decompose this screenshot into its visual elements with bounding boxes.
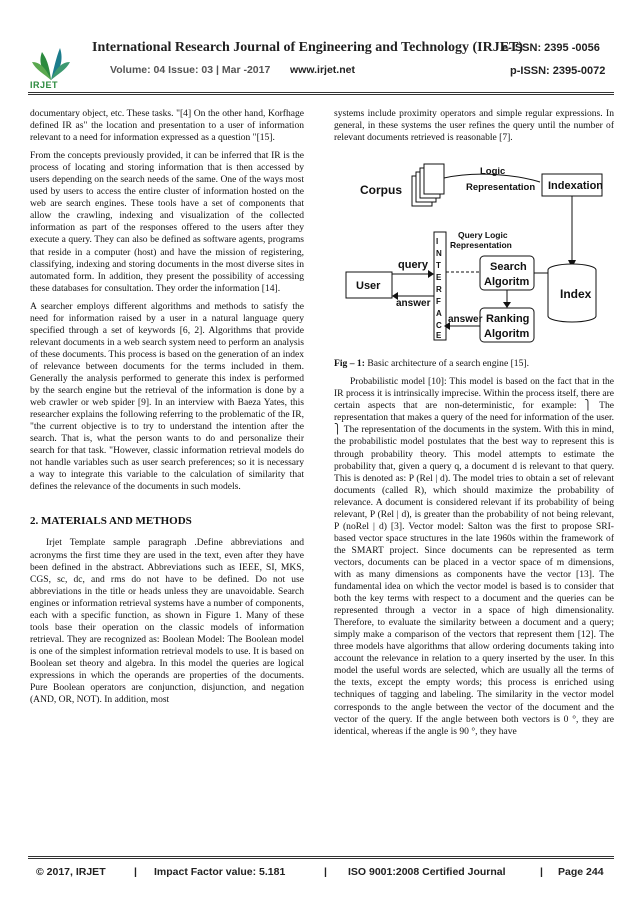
right-paragraph-2: Probabilistic model [10]: This model is based on the fact that in the IR process it is intrinsically imprecise. Within the process itself, there are certain aspects that are non-deterministic, for example: ⎫ The representation that makes a query of the need for information of the user. ⎫ The representation of the documents in the system. With this in mind, the probabilistic model postulates that the best way to represent this is through probability theory. This model attempts to estimate the probability that, given a query q, a document d is relevant to that query. This is denoted as: P (Rel | d). The model tries to obtain a set of relevant documents (called R), which should maximize the probability of relevance. A document is considered relevant if its probability of being relevant, P (Rel | d), is greater than the probability of not being relevant, P (noRel | d) [3]. Vector model: Salton was the first to propose SRI-based vector space structures in the late 1960s within the framework of the SMART project. Since documents can be represented as term vectors, documents can be placed in a vector space of m dimensions, with as many dimensions as components have the vector [13]. The fundamental idea on which the vector model is based is to consider that both the key terms with respect to a document and the queries can be represented through a vector in a space of high dimensionality. Therefore, to evaluate the similarity between a document and a query; simply make a comparison of the vectors that represent them [12]. The three models have algorithms that allow ordering documents taking into account the relevance in relation to a query inserted by the user. In this model the useful words are selected, which are usually all the terms of the texts, except the empty words; this process is enriched using techniques of tagging and labeling. The similarity in the vector model corresponds to the angle between the vector of the document and the vector of the query. If the angle between both vectors is 0 °, they are identical, whereas if the angle is 90 °, they have <box>334 376 614 737</box>
algoritm-label-1: Algoritm <box>484 276 530 289</box>
footer-separator-1: | <box>134 866 137 878</box>
left-paragraph-2: From the concepts previously provided, it can be inferred that IR is the process of locating and storing information that is then accessed by users depending on the search needs of the same. One of the ways most used by users to access the entire cluster of information hosted on the web are search engines. These tools have a set of components that allow the crawling, indexing and visualization of the collected information as part of the responses offered to the users after they execute a query. They can also be defined as software agents, programs that reside in a computer (host) and have the mission of registering, classifying, indexing and storing documents in the most diverse sites in automated form. In addition, they present the possibility of accessing these databases for consultation. They order the information [14]. <box>30 150 304 294</box>
interface-letter-3: T <box>436 261 441 271</box>
query-representation-label: Representation <box>450 240 512 251</box>
section-heading: 2. MATERIALS AND METHODS <box>30 515 192 528</box>
footer-iso: ISO 9001:2008 Certified Journal <box>348 866 506 878</box>
corpus-label: Corpus <box>360 183 402 198</box>
search-engine-architecture-diagram <box>340 156 604 350</box>
interface-letter-4: E <box>436 273 442 283</box>
figure-caption <box>334 358 614 370</box>
pissn: p-ISSN: 2395-0072 <box>510 65 606 77</box>
irjet-logo-icon <box>30 40 72 84</box>
interface-letter-8: C <box>436 321 442 331</box>
footer-page-number: Page 244 <box>558 866 604 878</box>
answer-label-2: answer <box>448 314 483 326</box>
algoritm-label-2: Algoritm <box>484 328 530 341</box>
index-label: Index <box>560 287 592 302</box>
right-column <box>334 108 614 744</box>
interface-letter-9: E <box>436 331 442 341</box>
left-paragraph-1: documentary object, etc. These tasks. "[4] On the other hand, Korfhage defined IR as" the location and presentation to a user of information relevant to a need for information expressed as a question "[15]. <box>30 108 304 144</box>
arrowhead-2 <box>428 270 434 278</box>
corpus-doc-4 <box>424 164 444 194</box>
footer-copyright: © 2017, IRJET <box>36 866 106 878</box>
representation-label: Representation <box>466 182 536 194</box>
interface-letter-7: A <box>436 309 442 319</box>
volume-issue: Volume: 04 Issue: 03 | Mar -2017 <box>110 64 271 76</box>
right-paragraph-1: systems include proximity operators and simple regular expressions. In general, in these systems the user refines the query until the number of relevant documents retrieved is reasonable [7]. <box>334 108 614 144</box>
website-link[interactable]: www.irjet.net <box>290 64 355 76</box>
footer-impact-factor: Impact Factor value: 5.181 <box>154 866 286 878</box>
figure-caption-text: Basic architecture of a search engine [15]. <box>364 358 529 370</box>
footer-rule-2 <box>28 858 614 859</box>
left-paragraph-4: Irjet Template sample paragraph .Define abbreviations and acronyms the first time they are used in the text, even after they have been defined in the abstract. Abbreviations such as IEEE, SI, MKS, CGS, sc, dc, and rms do not have to be defined. Do not use abbreviations in the title or heads unless they are unavoidable. Search engines or information retrieval systems have a number of components, each with a specific function, as shown in Figure 1. Many of these tools base their operation on the classic models of information retrieval. They are recognized as: Boolean Model: The Boolean model is one of the simplest information retrieval models to use. It is based on Boolean set theory and algebra. In this model the queries are logical expressions in which the operands are properties of the documents. Pure Boolean operators are conjunction, disjunction, and negation (AND, OR, NOT). In addition, most <box>30 537 304 706</box>
footer-rule <box>28 856 614 857</box>
header-rule <box>28 92 614 93</box>
ranking-label: Ranking <box>486 313 530 326</box>
interface-letter-5: R <box>436 285 442 295</box>
user-label: User <box>356 280 381 293</box>
figure-label: Fig – 1: <box>334 358 365 370</box>
arrowhead-4 <box>503 302 511 308</box>
eissn: e-ISSN: 2395 -0056 <box>502 42 600 54</box>
left-paragraph-3: A searcher employs different algorithms and methods to satisfy the need for information raised by a user in a natural language query specified through a set of keywords [6, 2]. Algorithms that provide relevant documents in a web search system need to perform an analysis of these documents. This process is based on the generation of an index of relevance between documents for the terms included in them. Generally the analysis performed to generate this index is performed by the search engine but the retrieval of the information is done by a web crawler or web spider [9]. In an interview with Baeza Yates, this researcher explains the following referring to the problematic of the IR, "the current objective is to try to understand the intention after the search. That is, what the person wants to do and personalize their search for that task. "However, classic information retrieval models do not handle variables such as user search preferences; so it is necessary a way to integrate this variable to the calculation of similarity that defines the relevance of the documents in such models. <box>30 300 304 493</box>
search-label: Search <box>490 261 527 274</box>
interface-letter-1: I <box>436 237 439 247</box>
interface-letter-2: N <box>436 249 442 259</box>
journal-title: International Research Journal of Engineering and Technology (IRJET) <box>92 40 524 55</box>
header-rule-2 <box>28 94 614 95</box>
answer-label-1: answer <box>396 298 431 310</box>
interface-letter-6: F <box>436 297 441 307</box>
logo-text: IRJET <box>30 80 59 90</box>
indexation-label: Indexation <box>548 180 604 193</box>
footer-separator-3: | <box>540 866 543 878</box>
query-logic-label: Query Logic <box>458 230 508 241</box>
logic-label: Logic <box>480 166 506 178</box>
footer-separator-2: | <box>324 866 327 878</box>
page-header <box>0 0 638 92</box>
query-label: query <box>398 259 428 272</box>
left-column <box>30 108 304 712</box>
